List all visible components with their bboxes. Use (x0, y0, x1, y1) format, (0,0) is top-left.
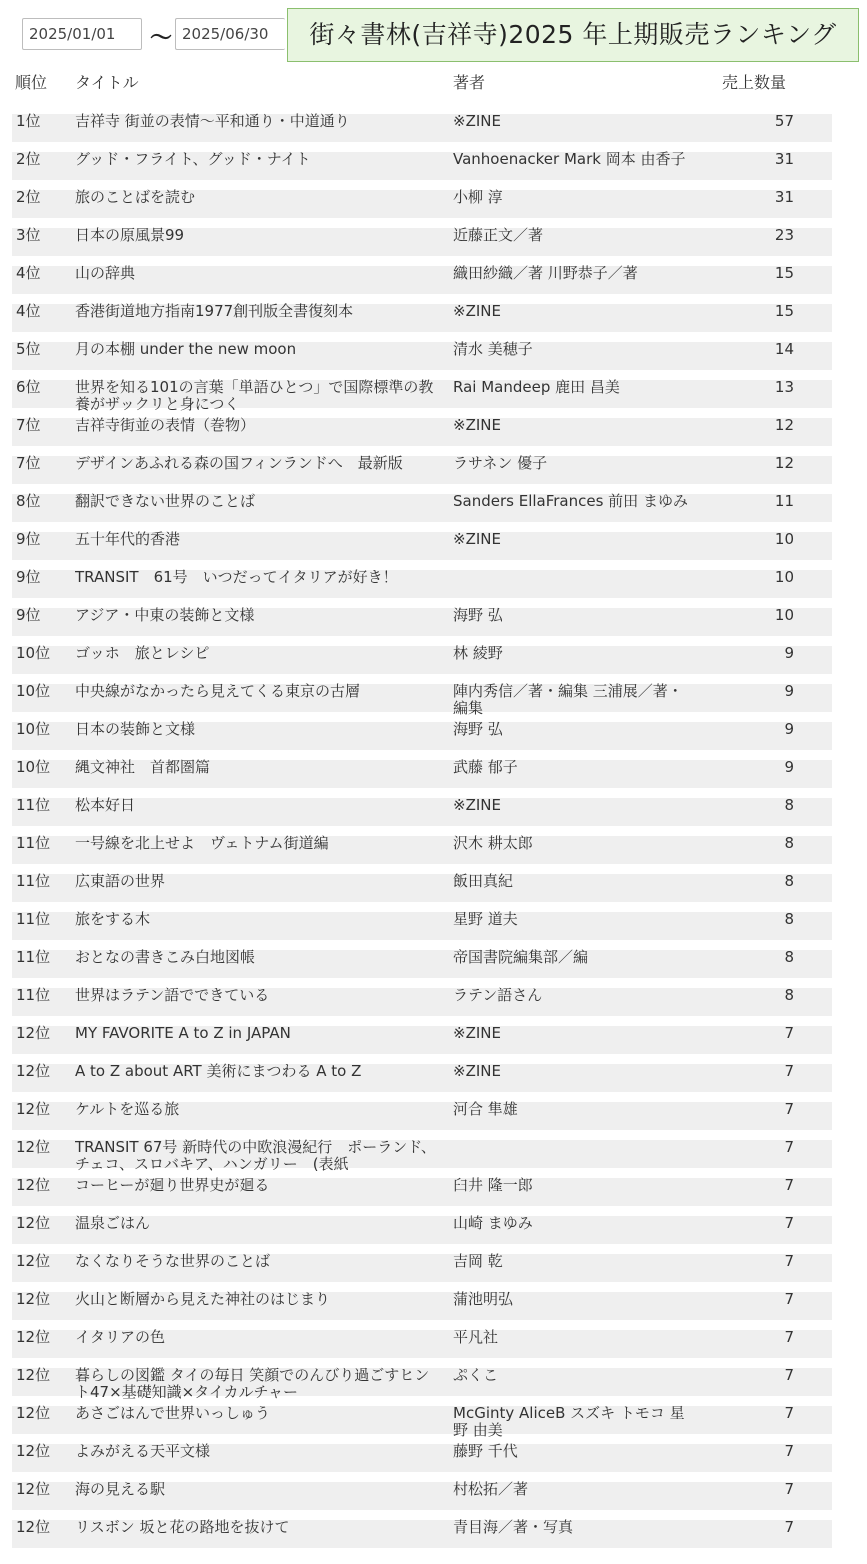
rank-cell: 11位 (16, 834, 51, 852)
author-cell: 星野 道夫 (453, 911, 518, 928)
rank-cell: 11位 (16, 910, 51, 928)
title-cell: アジア・中東の装飾と文様 (75, 607, 255, 624)
table-row[interactable] (12, 1510, 832, 1548)
rank-cell: 2位 (16, 150, 41, 168)
table-row[interactable] (12, 1244, 832, 1282)
author-cell: ※ZINE (453, 303, 501, 320)
quantity-cell: 7 (784, 1024, 794, 1042)
title-cell: 広東語の世界 (75, 873, 166, 890)
title-cell: ゴッホ 旅とレシピ (75, 645, 210, 662)
author-cell: ※ZINE (453, 113, 501, 130)
author-cell: 山崎 まゆみ (453, 1215, 533, 1232)
title-cell: 旅のことばを読む (75, 189, 196, 206)
table-row[interactable] (12, 218, 832, 256)
table-row[interactable] (12, 712, 832, 750)
from-date-input[interactable] (22, 18, 142, 50)
title-cell: リスボン 坂と花の路地を抜けて (75, 1519, 290, 1536)
table-row[interactable] (12, 180, 832, 218)
quantity-cell: 12 (774, 416, 794, 434)
quantity-cell: 7 (784, 1290, 794, 1308)
title-cell: 中央線がなかったら見えてくる東京の古層 (75, 683, 361, 700)
title-cell: MY FAVORITE A to Z in JAPAN (75, 1025, 291, 1042)
title-cell: A to Z about ART 美術にまつわる A to Z (75, 1063, 362, 1080)
quantity-cell: 9 (784, 644, 794, 662)
rank-cell: 9位 (16, 530, 41, 548)
title-cell: 暮らしの図鑑 タイの毎日 笑顔でのんびり過ごすヒント47×基礎知識×タイカルチャー (75, 1367, 430, 1401)
title-cell: デザインあふれる森の国フィンランドへ 最新版 (75, 455, 403, 472)
table-row[interactable] (12, 902, 832, 940)
quantity-cell: 7 (784, 1176, 794, 1194)
author-cell: ※ZINE (453, 1063, 501, 1080)
quantity-cell: 7 (784, 1062, 794, 1080)
rank-cell: 2位 (16, 188, 41, 206)
title-cell: 世界はラテン語でできている (75, 987, 270, 1004)
title-cell: おとなの書きこみ白地図帳 (75, 949, 256, 966)
table-row[interactable] (12, 1282, 832, 1320)
author-cell: Vanhoenacker Mark 岡本 由香子 (453, 151, 686, 168)
author-cell: ※ZINE (453, 417, 501, 434)
quantity-cell: 8 (784, 910, 794, 928)
rank-cell: 10位 (16, 644, 51, 662)
author-cell: 平凡社 (453, 1329, 499, 1346)
author-cell: McGinty AliceB スズキ トモコ 星野 由美 (453, 1405, 685, 1439)
quantity-cell: 15 (774, 302, 794, 320)
table-row[interactable] (12, 332, 832, 370)
rank-cell: 10位 (16, 758, 51, 776)
quantity-cell: 10 (774, 568, 794, 586)
title-cell: TRANSIT 61号 いつだってイタリアが好き！ (75, 569, 398, 586)
quantity-cell: 8 (784, 948, 794, 966)
author-cell: 清水 美穂子 (453, 341, 533, 358)
title-cell: 日本の装飾と文様 (75, 721, 196, 738)
author-cell: Sanders EllaFrances 前田 まゆみ (453, 493, 688, 510)
author-cell: ※ZINE (453, 531, 501, 548)
rank-cell: 12位 (16, 1138, 51, 1156)
quantity-cell: 7 (784, 1252, 794, 1270)
date-range-separator: ～ (150, 26, 173, 51)
rank-cell: 9位 (16, 568, 41, 586)
author-cell: 沢木 耕太郎 (453, 835, 533, 852)
author-cell: ぷくこ (453, 1367, 499, 1384)
table-row[interactable] (12, 522, 832, 560)
table-row[interactable] (12, 978, 832, 1016)
rank-cell: 1位 (16, 112, 41, 130)
column-header-title[interactable]: タイトル (75, 73, 139, 92)
quantity-cell: 8 (784, 796, 794, 814)
title-cell: 一号線を北上せよ ヴェトナム街道編 (75, 835, 329, 852)
ranking-table (12, 104, 832, 1548)
quantity-cell: 11 (774, 492, 794, 510)
rank-cell: 4位 (16, 264, 41, 282)
title-cell: グッド・フライト、グッド・ナイト (75, 151, 311, 168)
title-cell: あさごはんで世界いっしゅう (75, 1405, 271, 1422)
quantity-cell: 7 (784, 1328, 794, 1346)
author-cell: 海野 弘 (453, 607, 503, 624)
quantity-cell: 9 (784, 682, 794, 700)
page-title: 街々書林(吉祥寺)2025 年上期販売ランキング (287, 8, 859, 62)
table-row[interactable] (12, 598, 832, 636)
table-row[interactable] (12, 636, 832, 674)
author-cell: 飯田真紀 (453, 873, 514, 890)
rank-cell: 10位 (16, 682, 51, 700)
table-row[interactable] (12, 294, 832, 332)
title-cell: ケルトを巡る旅 (75, 1101, 180, 1118)
rank-cell: 5位 (16, 340, 41, 358)
rank-cell: 11位 (16, 796, 51, 814)
title-cell: 吉祥寺街並の表情（巻物） (75, 417, 256, 434)
table-row[interactable] (12, 750, 832, 788)
quantity-cell: 12 (774, 454, 794, 472)
table-row[interactable] (12, 1434, 832, 1472)
author-cell: 帝国書院編集部／編 (453, 949, 589, 966)
rank-cell: 12位 (16, 1214, 51, 1232)
quantity-cell: 8 (784, 872, 794, 890)
title-cell: 日本の原風景99 (75, 227, 185, 244)
author-cell: 臼井 隆一郎 (453, 1177, 533, 1194)
title-cell: 月の本棚 under the new moon (75, 341, 297, 358)
table-row[interactable] (12, 1320, 832, 1358)
rank-cell: 12位 (16, 1100, 51, 1118)
table-row[interactable] (12, 1396, 832, 1439)
title-cell: 海の見える駅 (75, 1481, 166, 1498)
rank-cell: 12位 (16, 1252, 51, 1270)
quantity-cell: 10 (774, 530, 794, 548)
table-row[interactable] (12, 408, 832, 446)
rank-cell: 11位 (16, 986, 51, 1004)
to-date-input[interactable] (175, 18, 285, 50)
rank-cell: 12位 (16, 1024, 51, 1042)
author-cell: 小柳 淳 (453, 189, 503, 206)
author-cell: 吉岡 乾 (453, 1253, 503, 1270)
table-row[interactable] (12, 1092, 832, 1130)
author-cell: Rai Mandeep 鹿田 昌美 (453, 379, 620, 396)
quantity-cell: 57 (774, 112, 794, 130)
title-cell: イタリアの色 (75, 1329, 166, 1346)
quantity-cell: 7 (784, 1100, 794, 1118)
rank-cell: 7位 (16, 416, 41, 434)
rank-cell: 12位 (16, 1062, 51, 1080)
title-cell: 翻訳できない世界のことば (75, 493, 256, 510)
quantity-cell: 7 (784, 1366, 794, 1384)
table-row[interactable] (12, 864, 832, 902)
quantity-cell: 13 (774, 378, 794, 396)
quantity-cell: 7 (784, 1480, 794, 1498)
title-cell: なくなりそうな世界のことば (75, 1253, 271, 1270)
title-cell: コーヒーが廻り世界史が廻る (75, 1177, 270, 1194)
table-row[interactable] (12, 1130, 832, 1173)
quantity-cell: 31 (774, 150, 794, 168)
author-cell: 織田紗織／著 川野恭子／著 (453, 265, 638, 282)
author-cell: ※ZINE (453, 1025, 501, 1042)
quantity-cell: 8 (784, 986, 794, 1004)
quantity-cell: 7 (784, 1442, 794, 1460)
quantity-cell: 9 (784, 720, 794, 738)
rank-cell: 11位 (16, 948, 51, 966)
rank-cell: 12位 (16, 1404, 51, 1422)
title-cell: 五十年代的香港 (75, 531, 181, 548)
author-cell: 河合 隼雄 (453, 1101, 518, 1118)
table-row[interactable] (12, 940, 832, 978)
rank-cell: 12位 (16, 1518, 51, 1536)
title-cell: 吉祥寺 街並の表情～平和通り・中道通り (75, 113, 350, 130)
rank-cell: 12位 (16, 1328, 51, 1346)
rank-cell: 12位 (16, 1480, 51, 1498)
table-row[interactable] (12, 1206, 832, 1244)
table-header (0, 62, 832, 98)
quantity-cell: 7 (784, 1518, 794, 1536)
author-cell: 近藤正文／著 (453, 227, 544, 244)
rank-cell: 10位 (16, 720, 51, 738)
author-cell: 林 綾野 (453, 645, 503, 662)
rank-cell: 3位 (16, 226, 41, 244)
table-row[interactable] (12, 142, 832, 180)
quantity-cell: 9 (784, 758, 794, 776)
quantity-cell: 7 (784, 1138, 794, 1156)
quantity-cell: 31 (774, 188, 794, 206)
rank-cell: 12位 (16, 1176, 51, 1194)
table-row[interactable] (12, 1358, 832, 1401)
table-row[interactable] (12, 826, 832, 864)
column-header-author[interactable]: 著者 (453, 73, 486, 92)
rank-cell: 12位 (16, 1442, 51, 1460)
author-cell: 武藤 郁子 (453, 759, 518, 776)
title-cell: よみがえる天平文様 (75, 1443, 211, 1460)
title-cell: 旅をする木 (75, 911, 151, 928)
rank-cell: 12位 (16, 1366, 51, 1384)
author-cell: 村松拓／著 (453, 1481, 529, 1498)
rank-cell: 4位 (16, 302, 41, 320)
table-row[interactable] (12, 1472, 832, 1510)
table-row[interactable] (12, 484, 832, 522)
table-row[interactable] (12, 256, 832, 294)
title-cell: 香港街道地方指南1977創刊版全書復刻本 (75, 303, 354, 320)
title-cell: 火山と断層から見えた神社のはじまり (75, 1291, 331, 1308)
rank-cell: 7位 (16, 454, 41, 472)
author-cell: ラテン語さん (453, 987, 543, 1004)
table-row[interactable] (12, 104, 832, 142)
author-cell: 藤野 千代 (453, 1443, 518, 1460)
table-row[interactable] (12, 446, 832, 484)
quantity-cell: 14 (774, 340, 794, 358)
table-row[interactable] (12, 560, 832, 598)
title-cell: 温泉ごはん (75, 1215, 151, 1232)
table-row[interactable] (12, 1168, 832, 1206)
table-row[interactable] (12, 674, 832, 717)
author-cell: ラサネン 優子 (453, 455, 548, 472)
column-header-rank[interactable]: 順位 (15, 73, 48, 92)
title-cell: 山の辞典 (75, 265, 136, 282)
title-cell: 縄文神社 首都圏篇 (75, 759, 211, 776)
quantity-cell: 23 (774, 226, 794, 244)
table-row[interactable] (12, 370, 832, 413)
table-row[interactable] (12, 1054, 832, 1092)
column-header-quantity[interactable]: 売上数量 (722, 73, 787, 92)
table-row[interactable] (12, 788, 832, 826)
quantity-cell: 15 (774, 264, 794, 282)
title-cell: 松本好日 (75, 797, 136, 814)
author-cell: ※ZINE (453, 797, 501, 814)
author-cell: 陣内秀信／著・編集 三浦展／著・編集 (453, 683, 683, 717)
author-cell: 海野 弘 (453, 721, 503, 738)
quantity-cell: 7 (784, 1404, 794, 1422)
title-cell: 世界を知る101の言葉「単語ひとつ」で国際標準の教養がザックリと身につく (75, 379, 434, 413)
author-cell: 青目海／著・写真 (453, 1519, 574, 1536)
quantity-cell: 7 (784, 1214, 794, 1232)
table-row[interactable] (12, 1016, 832, 1054)
author-cell: 蒲池明弘 (453, 1291, 514, 1308)
title-cell: TRANSIT 67号 新時代の中欧浪漫紀行 ポーランド、チェコ、スロバキア、ハンガリー (表紙 (75, 1139, 436, 1173)
quantity-cell: 8 (784, 834, 794, 852)
rank-cell: 9位 (16, 606, 41, 624)
rank-cell: 8位 (16, 492, 41, 510)
quantity-cell: 10 (774, 606, 794, 624)
rank-cell: 12位 (16, 1290, 51, 1308)
rank-cell: 11位 (16, 872, 51, 890)
rank-cell: 6位 (16, 378, 41, 396)
